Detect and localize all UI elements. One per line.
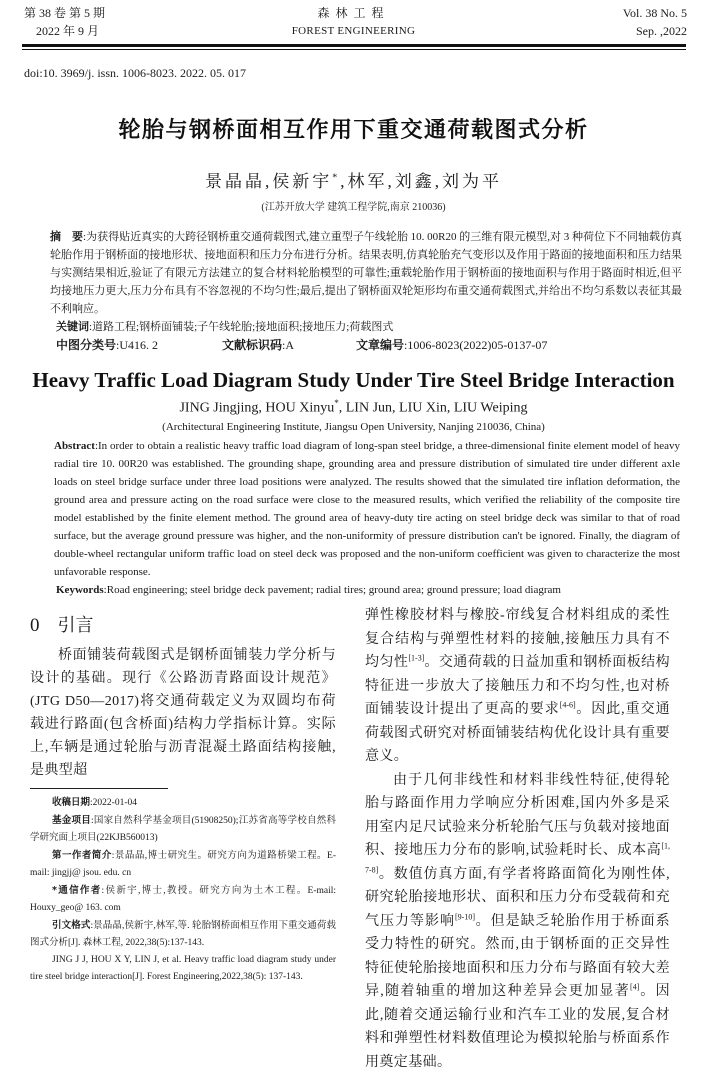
body-paragraph-continued bbox=[365, 604, 670, 769]
footnote-citation-en: JING J J, HOU X Y, LIN J, et al. Heavy traffic load diagram study under tire steel bridge interaction[J]. Forest Engineering,2022,38(5): 137-143. bbox=[30, 952, 336, 986]
text-run: 。因此,重交通荷载图式研究对桥面铺装结构优化设计具有重要意义。 bbox=[365, 702, 670, 764]
journal-name-cn: 森林工程 bbox=[250, 6, 457, 20]
document-code bbox=[222, 336, 356, 355]
text-run: 。交通荷载的日益加重和钢桥面板结构特征进一步放大了接触压力和不均匀性,也对桥面铺装设计提出了更高的要求 bbox=[365, 655, 670, 717]
citation-ref[interactable]: [4-6] bbox=[560, 700, 576, 709]
authors-cn-first: 景晶晶,侯新宇 bbox=[205, 172, 332, 191]
section-title: 引言 bbox=[58, 615, 94, 636]
classification-row bbox=[56, 336, 682, 355]
body-right-column bbox=[365, 604, 670, 1074]
title-cn: 轮胎与钢桥面相互作用下重交通荷载图式分析 bbox=[0, 113, 707, 144]
footnote-fund bbox=[30, 812, 336, 847]
clc-label: 中图分类号 bbox=[56, 338, 116, 352]
header-rule-thick bbox=[22, 44, 686, 47]
abstract-cn-text: :为获得贴近真实的大跨径钢桥重交通荷载图式,建立重型子午线轮胎 10. 00R20 的三维有限元模型,对 3 种荷位下不同轴载仿真轮胎作用于钢桥面的接地形状、接地面积和压力分布进行分析。结果表明,仿真轮胎充气变形以及作用于路面的接地面积和压力结果与实测结果相近,验证了有限元方法建立的复合材料轮胎模型的可靠性;重载轮胎作用于钢桥面的接地面积与作用于路面时相近,但平均接地压力更大,压力分布具有不容忽视的不均匀性;最后,提出了钢桥面双轮矩形均布重交通荷载图式,并给出不均匀系数以表征其最不利响应。 bbox=[50, 231, 682, 315]
doi[interactable]: doi:10. 3969/j. issn. 1006-8023. 2022. 05. 017 bbox=[24, 66, 246, 81]
abstract-en-text: :In order to obtain a realistic heavy traffic load diagram of long-span steel bridge, a three-dimensional finite element model of heavy radial tire 10. 00R20 was established. The grounding shape, grounding area and pressure distribution of simulated tire under different axle loads on steel bridge surface under three load positions were analyzed. The results showed that the simulated tire inflation deformation, the ground area and pressure acting on the road surface were close to the measured results, which verified the reliability of the composite tire model established by the finite element method. The ground area of heavy-duty tire acting on steel bridge deck was similar to that of road surface, but the average ground pressure was higher, and the non-uniformity of pressure distribution can't be ignored. Finally, the diagram of double-wheel rectangular uniform traffic load on steel deck was proposed and the non-uniform coefficient was given to characterize the most unfavorable response. bbox=[54, 440, 680, 578]
article-number bbox=[356, 336, 547, 355]
date-cn: 2022 年 9 月 bbox=[36, 24, 99, 38]
first-author-label: 第一作者简介 bbox=[52, 850, 112, 861]
title-en: Heavy Traffic Load Diagram Study Under Tire Steel Bridge Interaction bbox=[0, 367, 707, 393]
corr-author-value: :侯新宇,博士,教授。研究方向为土木工程。E-mail: Houxy_geo@ 163. com bbox=[30, 886, 336, 913]
authors-en bbox=[0, 393, 707, 419]
body-paragraph bbox=[365, 769, 670, 1074]
text-run: 弹性橡胶材料与橡胶-帘线复合材料组成的柔性复合结构与弹塑性材料的接触,接触压力具有不均匀性 bbox=[365, 608, 670, 670]
volume-issue-en: Vol. 38 No. 5 bbox=[623, 6, 687, 20]
citation-ref[interactable]: [1-3] bbox=[408, 653, 424, 662]
text-run: 。因此,随着交通运输行业和汽车工业的发展,复合材料和弹塑性材料数值理论为模拟轮胎与桥面系作用奠定基础。 bbox=[365, 984, 670, 1070]
front-matter bbox=[26, 228, 682, 599]
affiliation-cn: (江苏开放大学 建筑工程学院,南京 210036) bbox=[0, 198, 707, 213]
keywords-cn-text: :道路工程;钢桥面铺装;子午线轮胎;接地面积;接地压力;荷载图式 bbox=[89, 321, 393, 333]
keywords-en bbox=[56, 581, 682, 599]
citation-label: 引文格式 bbox=[52, 920, 90, 931]
keywords-en-text: :Road engineering; steel bridge deck pavement; radial tires; ground area; ground pressure; load diagram bbox=[104, 584, 561, 596]
header-rule-thin bbox=[22, 49, 686, 50]
abstract-cn-label: 摘 要 bbox=[50, 230, 83, 243]
footnote-citation-cn bbox=[30, 917, 336, 952]
footnote-corresponding-author bbox=[30, 882, 336, 917]
clc-value: :U416. 2 bbox=[116, 338, 158, 352]
citation-ref[interactable]: [4] bbox=[630, 982, 639, 991]
keywords-en-label: Keywords bbox=[56, 584, 104, 596]
authors-en-first: JING Jingjing, HOU Xinyu bbox=[179, 401, 334, 416]
journal-name-en: FOREST ENGINEERING bbox=[250, 24, 457, 38]
authors-cn-rest: ,林军,刘鑫,刘为平 bbox=[340, 172, 502, 191]
left-column bbox=[30, 612, 336, 1000]
article-no-value: :1006-8023(2022)05-0137-07 bbox=[404, 338, 547, 352]
citation-cn-value: :景晶晶,侯新宇,林军,等. 轮胎钢桥面相互作用下重交通荷载图式分析[J]. 森林工程, 2022,38(5):137-143. bbox=[30, 921, 336, 948]
keywords-cn-label: 关键词 bbox=[56, 320, 89, 333]
abstract-cn bbox=[26, 228, 682, 318]
authors-en-rest: , LIN Jun, LIU Xin, LIU Weiping bbox=[339, 401, 528, 416]
date-en: Sep. ,2022 bbox=[636, 24, 687, 38]
footnote-first-author bbox=[30, 847, 336, 882]
running-header bbox=[0, 0, 707, 60]
body-paragraph: 桥面铺装荷载图式是钢桥面铺装力学分析与设计的基础。现行《公路沥青路面设计规范》(JTG D50—2017)将交通荷载定义为双圆均布荷载进行路面(包含桥面)结构力学指标计算。实际上,车辆是通过轮胎与沥青混凝土路面结构接触,是典型超 bbox=[30, 644, 336, 782]
corr-author-label: *通信作者 bbox=[52, 885, 102, 896]
text-run: 。但是缺乏轮胎作用于桥面系受力特性的研究。然而,由于钢桥面的正交异性特征使轮胎接地面积和压力分布与路面有较大差异,随着轴重的增加这种差异会更加显著 bbox=[365, 914, 670, 1000]
abstract-en-label: Abstract bbox=[54, 440, 95, 452]
body-columns bbox=[30, 612, 680, 1000]
article-no-label: 文章编号 bbox=[356, 338, 404, 352]
footnotes bbox=[30, 794, 336, 986]
footnote-rule bbox=[30, 788, 168, 789]
section-heading bbox=[30, 612, 336, 640]
first-author-value: :景晶晶,博士研究生。研究方向为道路桥梁工程。E-mail: jingjj@ jsou. edu. cn bbox=[30, 851, 336, 878]
corresponding-mark-en: * bbox=[334, 398, 339, 408]
authors-cn bbox=[0, 167, 707, 192]
abstract-en bbox=[30, 437, 680, 581]
citation-ref[interactable]: [9-10] bbox=[455, 912, 475, 921]
received-label: 收稿日期 bbox=[52, 797, 90, 808]
keywords-cn bbox=[56, 318, 682, 336]
text-run: 。数值仿真方面,有学者将路面简化为刚性体,研究轮胎接地形状、面积和压力分布受载荷和充气压力等影响 bbox=[365, 867, 670, 929]
citation-ref[interactable]: [1, 7-8] bbox=[365, 841, 670, 874]
fund-label: 基金项目 bbox=[52, 815, 91, 826]
received-value: :2022-01-04 bbox=[90, 798, 137, 808]
footnote-received bbox=[30, 794, 336, 812]
clc-number bbox=[56, 336, 222, 355]
doc-code-value: :A bbox=[282, 338, 294, 352]
volume-issue-cn: 第 38 卷 第 5 期 bbox=[24, 6, 105, 20]
fund-value: :国家自然科学基金项目(51908250);江苏省高等学校自然科学研究面上项目(22KJB560013) bbox=[30, 816, 336, 843]
section-number: 0 bbox=[30, 615, 40, 636]
body-left-column bbox=[30, 644, 336, 782]
affiliation-en: (Architectural Engineering Institute, Jiangsu Open University, Nanjing 210036, China) bbox=[0, 419, 707, 435]
text-run: 由于几何非线性和材料非线性特征,使得轮胎与路面作用力学响应分析困难,国内外多是采用室内足尺试验来分析轮胎气压与负载对接地面积、接地压力分布的影响,试验耗时长、成本高 bbox=[365, 773, 670, 859]
right-column bbox=[365, 604, 670, 1000]
doc-code-label: 文献标识码 bbox=[222, 338, 282, 352]
corresponding-mark: * bbox=[332, 172, 340, 183]
